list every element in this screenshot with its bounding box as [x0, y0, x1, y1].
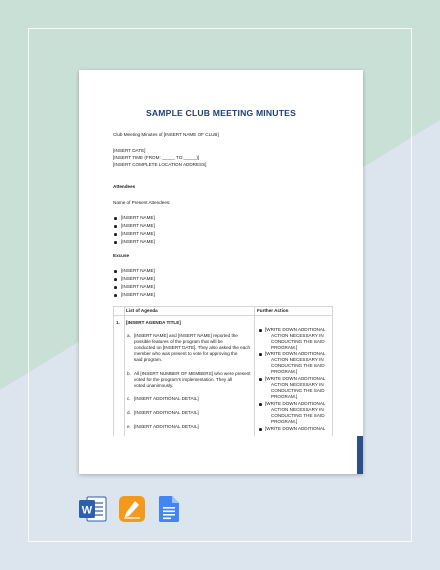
- meeting-time: [INSERT TIME (FROM: _____ TO:_____)]: [113, 155, 200, 160]
- bullet-icon: [259, 353, 262, 356]
- excused-name: [INSERT NAME]: [121, 268, 155, 273]
- meeting-location: [INSERT COMPLETE LOCATION ADDRESS]: [113, 162, 207, 167]
- document-title: SAMPLE CLUB MEETING MINUTES: [145, 108, 297, 118]
- column-header-agenda: List of Agenda: [126, 308, 158, 313]
- page-accent-bar: [357, 436, 363, 474]
- bullet-icon: [114, 270, 117, 273]
- bullet-icon: [114, 233, 117, 236]
- excused-name: [INSERT NAME]: [121, 284, 155, 289]
- bullet-icon: [114, 241, 117, 244]
- excused-name: [INSERT NAME]: [121, 276, 155, 281]
- column-header-action: Further Action: [257, 308, 289, 313]
- bullet-icon: [114, 225, 117, 228]
- meeting-date: [INSERT DATE]: [113, 148, 146, 153]
- word-letter: W: [81, 504, 93, 517]
- attendees-subheading: Name of Present Attendees:: [113, 200, 171, 205]
- excuse-heading: Excuse: [113, 253, 130, 258]
- attendee-name: [INSERT NAME]: [121, 215, 155, 220]
- google-docs-icon[interactable]: [159, 496, 179, 527]
- bullet-icon: [259, 378, 262, 381]
- bullet-icon: [259, 403, 262, 406]
- bullet-icon: [114, 286, 117, 289]
- agenda-title: [INSERT AGENDA TITLE]: [126, 320, 181, 325]
- bullet-icon: [114, 278, 117, 281]
- attendee-name: [INSERT NAME]: [121, 223, 155, 228]
- document-page: SAMPLE CLUB MEETING MINUTES Club Meeting Minutes of [INSERT NAME OF CLUB] [INSERT DATE] [INSERT TIME (FROM: _____ TO:_____)] [INSERT COMPLETE LOCATION ADDRESS] Attendees Name of Present Attendees: [INSERT NAME] [INSERT NAME] [INSERT NAME] [INSERT NAME] Excuse [INSERT NAME] [INSERT NAME] [INSERT NAME] [INSERT NAME] List of Agenda Further Action 1. [INSERT AGENDA TITLE] a. [INSERT NAME] and [INSERT NAME] reported the possible features of the program that will be conducted on [INSERT DATE]. They also asked the each member who was present to vote for approving the said program. b. All [INSERT NUMBER OF MEMBERS] who were present voted for the program's implementation. They all voted unanimously. c. [INSERT ADDITIONAL DETAIL] d. [INSERT ADDITIONAL DETAIL] e. [INSERT ADDITIONAL DETAIL] [WRITE DOWN ADDITIONAL ACTION NECESSARY IN CONDUCTING THE SAID PROGRAM.] [WRITE DOWN ADDITIONAL ACTION NECESSARY IN CONDUCTING THE SAID PROGRAM.] [WRITE DOWN ADDITIONAL ACTION NECESSARY IN CONDUCTING THE SAID PROGRAM.] [WRITE DOWN ADDITIONAL ACTION NECESSARY IN CONDUCTING THE SAID PROGRAM.] [WRITE DOWN ADDITIONAL: [79, 70, 363, 474]
- attendees-heading: Attendees: [113, 184, 136, 189]
- bullet-icon: [259, 329, 262, 332]
- attendee-name: [INSERT NAME]: [121, 231, 155, 236]
- row-number: 1.: [116, 320, 120, 325]
- club-intro: Club Meeting Minutes of [INSERT NAME OF CLUB]: [113, 132, 219, 137]
- excused-name: [INSERT NAME]: [121, 292, 155, 297]
- word-icon[interactable]: [79, 496, 107, 527]
- bullet-icon: [259, 428, 262, 431]
- bullet-icon: [114, 217, 117, 220]
- pages-icon[interactable]: [119, 496, 145, 527]
- attendee-name: [INSERT NAME]: [121, 239, 155, 244]
- bullet-icon: [114, 294, 117, 297]
